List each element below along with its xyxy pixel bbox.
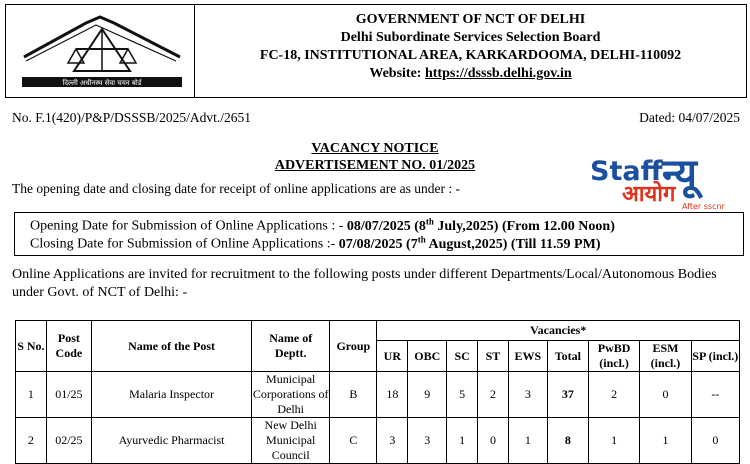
cell-group: C — [330, 418, 377, 464]
cell-pwbd: 1 — [588, 418, 639, 464]
staff-nyu-aayog-logo — [590, 150, 732, 214]
th-post-code: Post Code — [46, 321, 91, 372]
cell-total: 37 — [547, 372, 588, 418]
reference-number: No. F.1(420)/P&P/DSSSB/2025/Advt./2651 — [12, 110, 251, 125]
th-pwbd: PwBD (incl.) — [588, 341, 639, 372]
body-paragraph: Online Applications are invited for recruitment to the following posts under different Departments/Local/Autonomous Bodies under Govt. of NCT of Delhi: - — [12, 267, 717, 300]
cell-obc: 9 — [408, 372, 447, 418]
cell-sc: 5 — [447, 372, 478, 418]
cell-obc: 3 — [408, 418, 447, 464]
website-link[interactable]: https://dsssb.delhi.gov.in — [424, 66, 572, 81]
th-post-name: Name of the Post — [91, 321, 251, 372]
th-ews: EWS — [508, 341, 547, 372]
opening-value: 08/07/2025 (8 — [346, 218, 426, 234]
cell-sno: 1 — [16, 372, 47, 418]
staff-hindi-top: न्यू — [662, 151, 697, 197]
closing-rest: August,2025) (Till 11.59 PM) — [425, 236, 601, 252]
opening-sup: th — [425, 216, 434, 226]
th-ur: UR — [377, 341, 408, 372]
cell-st: 0 — [478, 418, 509, 464]
vacancy-notice-heading: VACANCY NOTICE — [311, 141, 439, 156]
cell-dept: Municipal Corporations of Delhi — [252, 372, 329, 416]
intro-text: The opening date and closing date for receipt of online applications are as under : - — [12, 181, 460, 196]
table-row — [16, 418, 740, 464]
th-sc: SC — [447, 341, 478, 372]
cell-name: Ayurvedic Pharmacist — [91, 418, 251, 464]
cell-ur: 18 — [377, 372, 408, 418]
board-address: FC-18, INSTITUTIONAL AREA, KARKARDOOMA, DELHI-110092 — [259, 48, 682, 63]
cell-ews: 1 — [508, 418, 547, 464]
cell-sc: 1 — [447, 418, 478, 464]
cell-ews: 3 — [508, 372, 547, 418]
cell-code: 01/25 — [46, 372, 91, 418]
th-st: ST — [478, 341, 509, 372]
cell-sp: -- — [691, 372, 739, 418]
cell-esm: 1 — [640, 418, 691, 464]
advertisement-number: ADVERTISEMENT NO. 01/2025 — [274, 158, 476, 173]
cell-group: B — [330, 372, 377, 418]
th-total: Total — [547, 341, 588, 372]
th-group: Group — [330, 321, 377, 372]
th-dept: Name of Deptt. — [252, 321, 330, 372]
cell-ur: 3 — [377, 418, 408, 464]
letterhead-box — [5, 4, 747, 98]
th-vacancies: Vacancies* — [377, 321, 740, 341]
vacancy-table — [15, 320, 740, 464]
staff-tagline: After sscnr — [682, 202, 725, 211]
closing-value: 07/08/2025 (7 — [338, 236, 418, 252]
gov-title: GOVERNMENT OF NCT OF DELHI — [355, 12, 586, 27]
th-obc: OBC — [408, 341, 447, 372]
closing-label: Closing Date for Submission of Online Applications :- — [30, 236, 339, 252]
website-prefix: Website: — [369, 66, 425, 81]
cell-sp: 0 — [691, 418, 739, 464]
cell-dept: New Delhi Municipal Council — [252, 418, 330, 464]
board-name: Delhi Subordinate Services Selection Board — [340, 30, 601, 45]
opening-date-line — [30, 216, 615, 235]
cell-code: 02/25 — [46, 418, 91, 464]
cell-esm: 0 — [640, 372, 691, 418]
cell-sno: 2 — [16, 418, 47, 464]
cell-name: Malaria Inspector — [91, 372, 251, 418]
cell-st: 2 — [478, 372, 509, 418]
closing-sup: th — [417, 234, 426, 244]
cell-total: 8 — [547, 418, 588, 464]
opening-label: Opening Date for Submission of Online Applications : - — [30, 218, 347, 234]
opening-rest: July,2025) (From 12.00 Noon) — [433, 218, 615, 234]
staff-word: Staff — [590, 156, 663, 187]
seal-text: दिल्ली अधीनस्थ सेवा चयन बोर्ड — [62, 79, 142, 87]
closing-date-line — [30, 234, 601, 253]
staff-hindi-bottom: आयोग — [622, 182, 676, 207]
table-row — [16, 372, 740, 418]
th-esm: ESM (incl.) — [640, 341, 691, 372]
th-sno: S No. — [16, 321, 47, 372]
website-line — [195, 65, 746, 83]
cell-pwbd: 2 — [588, 372, 639, 418]
dsssb-seal-logo-icon — [16, 11, 188, 91]
dated: Dated: 04/07/2025 — [639, 110, 740, 125]
th-sp: SP (incl.) — [691, 341, 739, 372]
